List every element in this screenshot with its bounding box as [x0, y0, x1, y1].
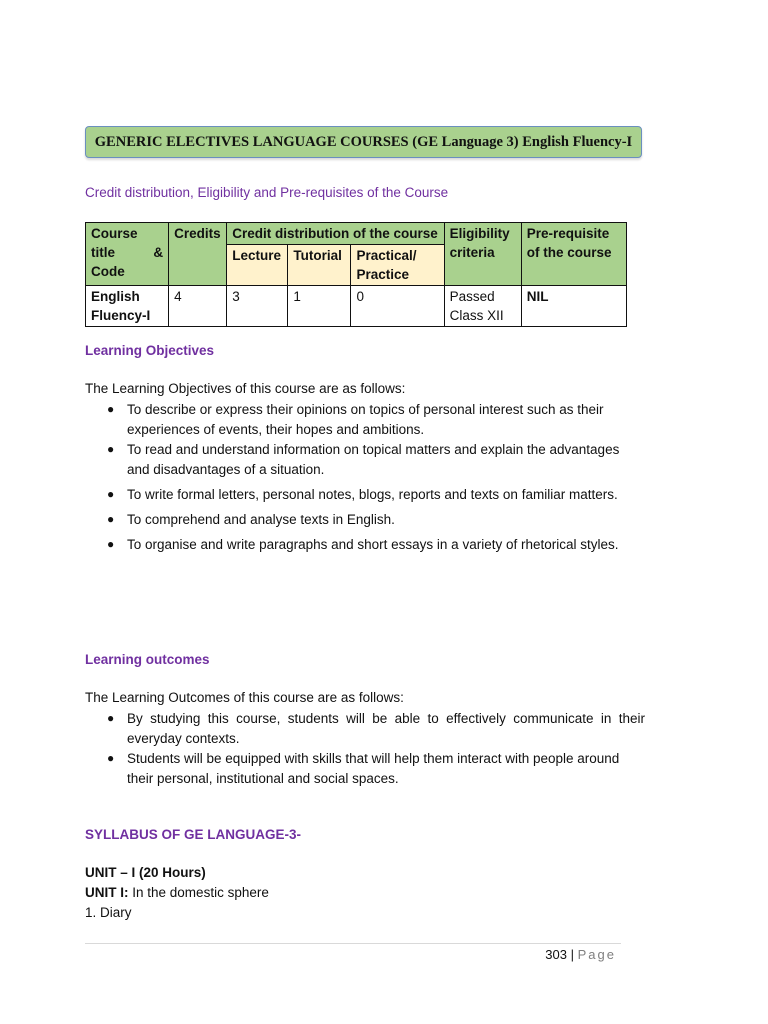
- unit-heading: UNIT – I (20 Hours): [85, 865, 206, 880]
- list-item-text: To organise and write paragraphs and short essays in a variety of rhetorical styles.: [127, 537, 619, 552]
- header-credit-distribution: Credit distribution of the course: [227, 223, 444, 245]
- list-item-text: To comprehend and analyse texts in English.: [127, 511, 395, 527]
- list-item: [85, 400, 645, 439]
- cell-prerequisite: NIL: [521, 286, 626, 327]
- cell-course: English Fluency-I: [86, 286, 169, 327]
- bullet-icon: ●: [107, 487, 115, 501]
- learning-objectives-heading: Learning Objectives: [85, 343, 215, 358]
- bullet-icon: ●: [107, 402, 115, 416]
- syllabus-heading: SYLLABUS OF GE LANGUAGE-3-: [85, 827, 302, 842]
- list-item-text: To write formal letters, personal notes, blogs, reports and texts on familiar matters.: [127, 487, 618, 502]
- unit-line: [85, 885, 645, 900]
- header-eligibility: Eligibility criteria: [444, 223, 521, 286]
- bullet-icon: ●: [107, 711, 115, 725]
- list-item: [85, 510, 645, 530]
- course-title: GENERIC ELECTIVES LANGUAGE COURSES (GE Language 3) English Fluency-I: [94, 133, 633, 150]
- table-header-row: [86, 223, 627, 245]
- header-course-title-line3: Code: [91, 264, 125, 279]
- header-credits: Credits: [169, 223, 227, 286]
- bullet-icon: ●: [107, 511, 115, 526]
- header-practical: Practical/ Practice: [351, 245, 444, 286]
- unit-label: UNIT I:: [85, 885, 129, 900]
- list-item-text: Students will be equipped with skills that will help them interact with people around their personal, institutional and social spaces.: [127, 751, 620, 786]
- credit-distribution-table: [85, 222, 627, 327]
- cell-eligibility: Passed Class XII: [444, 286, 521, 327]
- bullet-icon: ●: [107, 442, 115, 456]
- footer-divider: [85, 943, 621, 944]
- header-course-title-line2: [91, 243, 163, 262]
- header-course-title-line1: Course: [91, 226, 138, 241]
- list-item: [85, 749, 645, 788]
- list-item: [85, 485, 645, 505]
- cell-lecture: 3: [227, 286, 288, 327]
- objectives-intro: The Learning Objectives of this course are as follows:: [85, 381, 406, 396]
- outcomes-list: [85, 709, 645, 788]
- header-prerequisite: Pre-requisite of the course: [521, 223, 626, 286]
- list-item-text: To describe or express their opinions on topics of personal interest such as their experiences of events, their hopes and ambitions.: [127, 402, 604, 437]
- list-item: [85, 440, 645, 479]
- course-title-banner: [85, 126, 642, 158]
- header-tutorial: Tutorial: [288, 245, 351, 286]
- header-course-title-word: title: [91, 245, 116, 260]
- bullet-icon: ●: [107, 751, 115, 765]
- list-item-text: By studying this course, students will be able to effectively communicate in their everyday contexts.: [127, 711, 645, 746]
- table-row: [86, 286, 627, 327]
- learning-outcomes-heading: Learning outcomes: [85, 652, 210, 667]
- list-item-text: To read and understand information on topical matters and explain the advantages and disadvantages of a situation.: [127, 442, 620, 477]
- page-number: 303: [545, 947, 567, 962]
- bullet-icon: ●: [107, 537, 115, 551]
- page-footer: [545, 947, 616, 962]
- objectives-list: [85, 400, 645, 555]
- header-lecture: Lecture: [227, 245, 288, 286]
- unit-text: In the domestic sphere: [132, 885, 269, 900]
- header-course-title: [86, 223, 169, 286]
- syllabus-item: 1. Diary: [85, 905, 132, 920]
- list-item: [85, 709, 645, 748]
- page-word: Page: [577, 947, 616, 962]
- cell-practical: 0: [351, 286, 444, 327]
- list-item: [85, 535, 645, 555]
- header-course-title-amp: &: [153, 245, 164, 260]
- outcomes-intro: The Learning Outcomes of this course are as follows:: [85, 690, 404, 705]
- credit-distribution-heading: Credit distribution, Eligibility and Pre-requisites of the Course: [85, 185, 449, 200]
- cell-credits: 4: [169, 286, 227, 327]
- cell-tutorial: 1: [288, 286, 351, 327]
- footer-separator: |: [570, 947, 574, 962]
